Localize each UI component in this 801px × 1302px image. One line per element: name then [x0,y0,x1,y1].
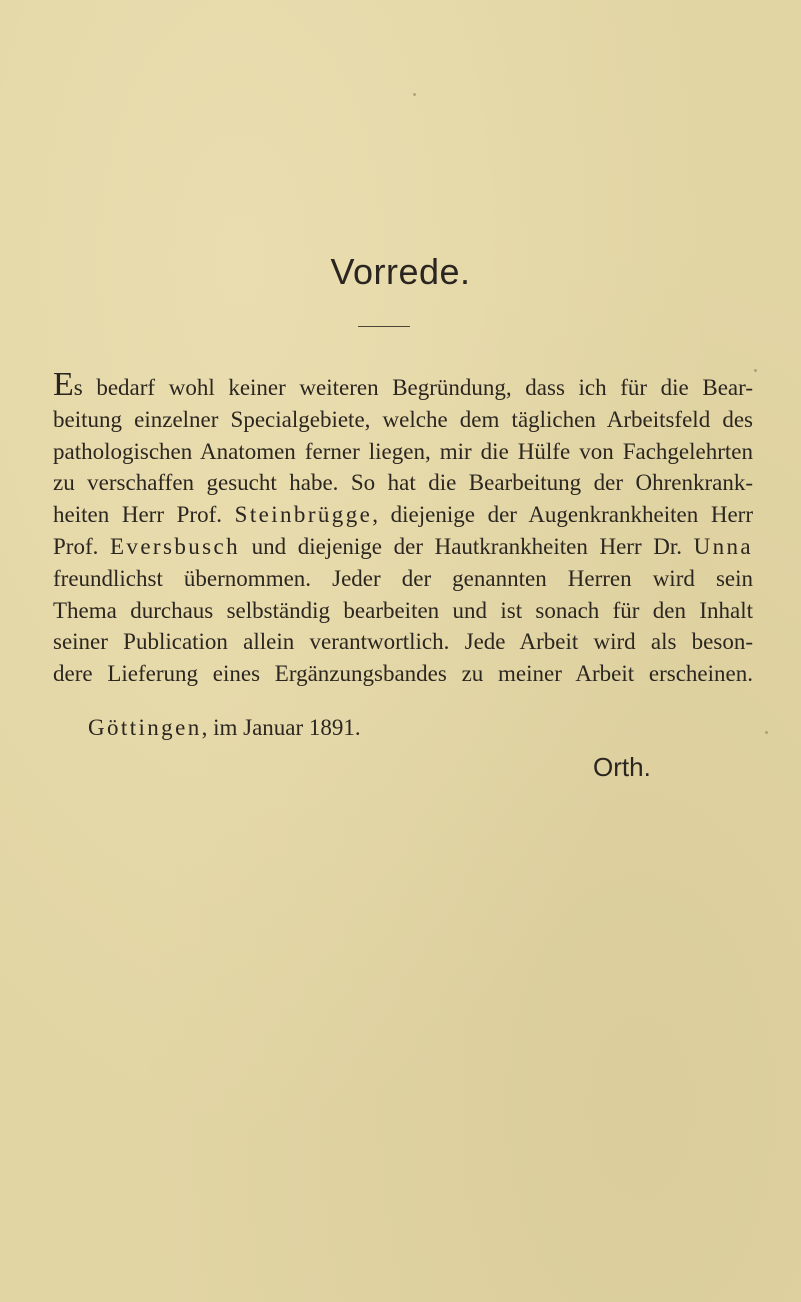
paragraph-line: freundlichst übernommen. Jeder der genannten Herren wird sein [53,565,753,591]
paper-speck [765,731,768,734]
paper-speck [754,369,757,372]
page-title: Vorrede. [330,251,471,292]
paragraph-line: Es bedarf wohl keiner weiteren Begründung, dass ich für die Bear- [53,366,753,403]
title-divider [358,326,410,327]
paragraph-line: Prof. Eversbusch und diejenige der Hautkrankheiten Herr Dr. Unna [53,533,753,559]
paragraph-line: zu verschaffen gesucht habe. So hat die Bearbeitung der Ohrenkrank- [53,470,753,496]
paragraph-line: beitung einzelner Specialgebiete, welche dem täglichen Arbeitsfeld des [53,406,753,432]
paragraph-line: seiner Publication allein verantwortlich. Jede Arbeit wird als beson- [53,629,753,655]
person-name: Unna [693,533,753,559]
paper-speck [413,93,416,96]
drop-cap: E [53,366,74,403]
person-name: Steinbrügge [234,502,373,528]
paragraph-line: Thema durchaus selbständig bearbeiten und ist sonach für den Inhalt [53,597,753,623]
author-signature: Orth. [593,752,651,782]
paragraph-line: pathologischen Anatomen ferner liegen, mir die Hülfe von Fachgelehrten [53,438,753,464]
person-name: Eversbusch [109,533,240,559]
place-name: Göttingen [88,715,202,740]
preface-paragraph [53,366,753,690]
paragraph-line: dere Lieferung eines Ergänzungsbandes zu meiner Arbeit erscheinen. [53,661,753,687]
paragraph-line: heiten Herr Prof. Steinbrügge, diejenige der Augenkrankheiten Herr [53,502,753,528]
dateline: Göttingen, im Januar 1891. [88,715,361,740]
